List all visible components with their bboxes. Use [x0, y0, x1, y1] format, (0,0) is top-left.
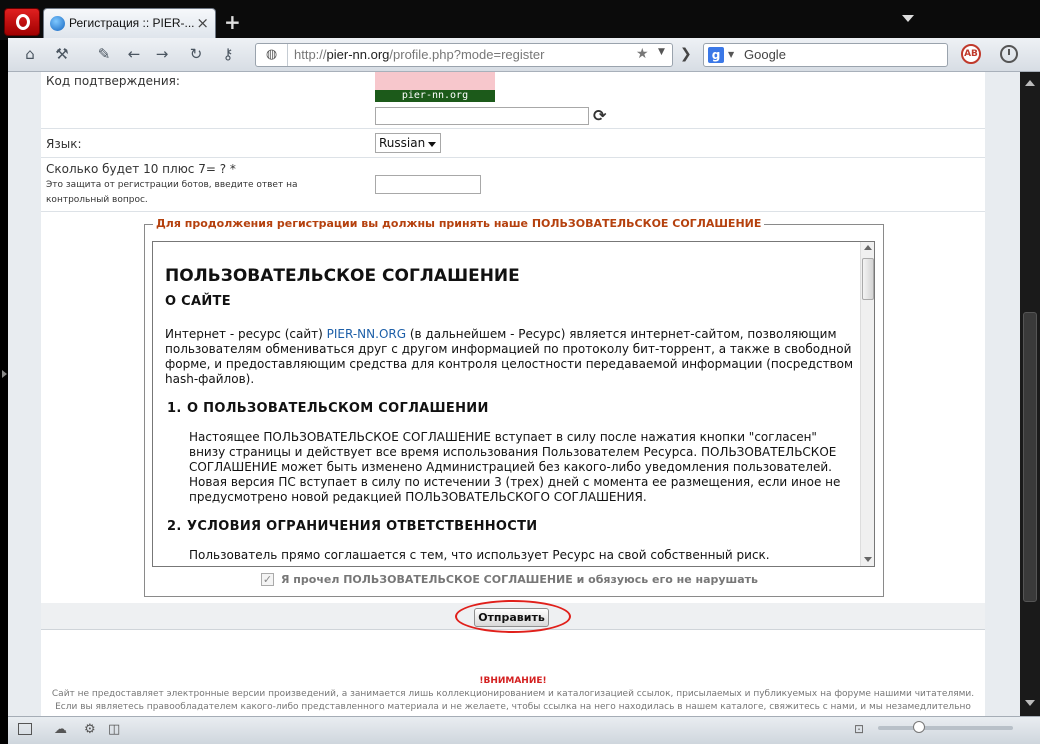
captcha-label: Код подтверждения:: [46, 74, 180, 88]
footer-warning: !ВНИМАНИЕ!: [479, 676, 547, 686]
tab-bar: [0, 0, 1040, 40]
site-link[interactable]: PIER-NN.ORG: [326, 327, 407, 341]
url-path: /profile.php?mode=register: [389, 47, 545, 62]
section-number: 2.: [167, 519, 182, 534]
language-select[interactable]: [375, 133, 441, 153]
chevron-down-icon: [428, 142, 436, 147]
tray-icon[interactable]: ⌂: [25, 45, 35, 63]
tab-menu-chevron-icon[interactable]: [902, 15, 914, 22]
agreement-checkbox-label[interactable]: Я прочел ПОЛЬЗОВАТЕЛЬСКОЕ СОГЛАШЕНИЕ и обязуюсь его не нарушать: [281, 573, 758, 586]
web-page-viewport: [8, 72, 1020, 716]
zoom-slider[interactable]: [878, 726, 1013, 730]
agreement-text-box[interactable]: [152, 241, 875, 567]
scroll-up-icon[interactable]: [1025, 80, 1035, 86]
section-heading: [167, 401, 855, 416]
section-heading: [167, 519, 855, 534]
section-heading-text: УСЛОВИЯ ОГРАНИЧЕНИЯ ОТВЕТСТВЕННОСТИ: [187, 519, 538, 534]
status-bar: [8, 716, 1040, 744]
language-select-value: Russian: [379, 136, 426, 150]
speed-dial-clock-icon[interactable]: [1000, 45, 1018, 63]
key-icon[interactable]: ⚷: [222, 45, 234, 63]
adblock-icon[interactable]: AB: [961, 44, 981, 64]
navigation-toolbar: [8, 38, 1040, 72]
about-text-after: (в дальнейшем - Ресурс) является интернет-сайтом, позволяющим пользователям обмениваться друг с другом информацией по протоколу бит-торрент, а также в свободной форме, и предоставляющим средства для контроля целостности передаваемой информации (посредством hash-файлов).: [165, 327, 854, 386]
panel-toggle-icon[interactable]: [18, 723, 32, 735]
site-info-icon[interactable]: ◍: [256, 44, 288, 66]
address-bar[interactable]: [255, 43, 673, 67]
panel-toggle-strip[interactable]: [0, 72, 8, 716]
address-dropdown-icon[interactable]: ▼: [658, 47, 665, 57]
language-row: [41, 129, 985, 158]
question-label: Сколько будет 10 плюс 7= ? *: [46, 162, 236, 176]
agreement-scroll-thumb[interactable]: [862, 258, 874, 300]
about-paragraph: [165, 327, 855, 387]
registration-page: [41, 72, 985, 716]
forward-icon[interactable]: →: [155, 45, 169, 63]
about-text-before: Интернет - ресурс (сайт): [165, 327, 327, 341]
question-hint: Это защита от регистрации ботов, введите ответ на контрольный вопрос.: [46, 180, 298, 205]
agreement-checkbox[interactable]: ✓: [262, 573, 273, 586]
google-icon[interactable]: g: [708, 47, 724, 63]
pen-icon[interactable]: ✎: [97, 45, 111, 63]
view-icon[interactable]: ◫: [108, 722, 121, 737]
go-arrow-icon[interactable]: ❯: [680, 46, 692, 62]
search-field[interactable]: [703, 43, 948, 67]
section-text: Пользователь прямо соглашается с тем, что использует Ресурс на свой собственный риск.: [189, 548, 770, 562]
question-row: [41, 158, 985, 212]
globe-favicon-icon: [50, 16, 65, 31]
agreement-checkbox-row: [261, 572, 801, 590]
page-scroll-thumb[interactable]: [1023, 312, 1037, 602]
captcha-image: [375, 72, 495, 102]
captcha-refresh-icon[interactable]: ⟳: [593, 106, 607, 125]
section-number: 1.: [167, 401, 182, 416]
language-label: Язык:: [46, 137, 82, 151]
new-tab-button[interactable]: +: [224, 10, 241, 34]
footer-text-line-1: Сайт не предоставляет электронные версии произведений, а занимается лишь коллекционированием и каталогизацией ссылок, присылаемых и публикуемых на форуме нашими читателями.: [51, 689, 975, 699]
captcha-input[interactable]: [375, 107, 589, 125]
tab-active[interactable]: [43, 8, 216, 38]
unite-icon[interactable]: ⚙: [84, 722, 96, 737]
wrench-icon[interactable]: ⚒: [55, 45, 69, 63]
tab-close-icon[interactable]: ×: [196, 14, 209, 32]
section-heading-text: О ПОЛЬЗОВАТЕЛЬСКОМ СОГЛАШЕНИИ: [187, 401, 489, 416]
back-icon[interactable]: ←: [127, 45, 141, 63]
panel-expand-icon[interactable]: [2, 370, 7, 378]
agreement-section: [167, 401, 855, 505]
turbo-icon[interactable]: ☁: [54, 722, 67, 737]
agreement-title: ПОЛЬЗОВАТЕЛЬСКОЕ СОГЛАШЕНИЕ: [165, 266, 520, 286]
agreement-scrollbar[interactable]: [860, 242, 875, 566]
bookmark-star-icon[interactable]: ★: [636, 46, 649, 62]
search-placeholder: Google: [744, 47, 786, 62]
agreement-legend: Для продолжения регистрации вы должны принять наше ПОЛЬЗОВАТЕЛЬСКОЕ СОГЛАШЕНИЕ: [153, 217, 764, 230]
highlight-oval: [455, 600, 571, 633]
url-domain: pier-nn.org: [326, 47, 390, 62]
agreement-section: [167, 519, 855, 563]
address-text[interactable]: [294, 47, 544, 62]
url-prefix: http://: [294, 47, 327, 62]
scroll-down-icon[interactable]: [864, 557, 872, 562]
zoom-reset-icon[interactable]: ⊡: [854, 722, 865, 736]
page-scrollbar[interactable]: [1020, 72, 1040, 716]
opera-logo-icon: [16, 14, 30, 30]
zoom-slider-knob[interactable]: [913, 721, 925, 733]
captcha-row: [41, 72, 985, 129]
question-answer-input[interactable]: [375, 175, 481, 194]
opera-menu-button[interactable]: [4, 8, 40, 36]
search-engine-dropdown-icon[interactable]: ▼: [728, 50, 735, 59]
scroll-up-icon[interactable]: [864, 245, 872, 250]
submit-button[interactable]: Отправить: [474, 608, 549, 627]
section-text: Настоящее ПОЛЬЗОВАТЕЛЬСКОЕ СОГЛАШЕНИЕ вступает в силу после нажатия кнопки "согласен" внизу страницы и действует все время использования Пользователем Ресурса. ПОЛЬЗОВАТЕЛЬСКОЕ СОГЛАШЕНИЕ может быть изменено Администрацией без какого-либо уведомления пользователей. Новая версия ПС вступает в силу по истечении 3 (трех) дней с момента ее размещения, если иное не предусмотрено новой редакцией ПОЛЬЗОВАТЕЛЬСКОГО СОГЛАШЕНИЯ.: [189, 430, 841, 504]
tab-title: Регистрация :: PIER-...: [69, 16, 194, 30]
agreement-content: [165, 252, 855, 563]
about-heading: О САЙТЕ: [165, 294, 231, 309]
captcha-image-text: pier-nn.org: [375, 90, 495, 102]
footer-text-line-2: Если вы являетесь правообладателем какого-либо представленного материала и не желаете, чтобы ссылка на него находилась в нашем каталоге, свяжитесь с нами, и мы незамедлительно: [55, 702, 971, 712]
reload-icon[interactable]: ↻: [189, 45, 203, 63]
scroll-down-icon[interactable]: [1025, 700, 1035, 706]
